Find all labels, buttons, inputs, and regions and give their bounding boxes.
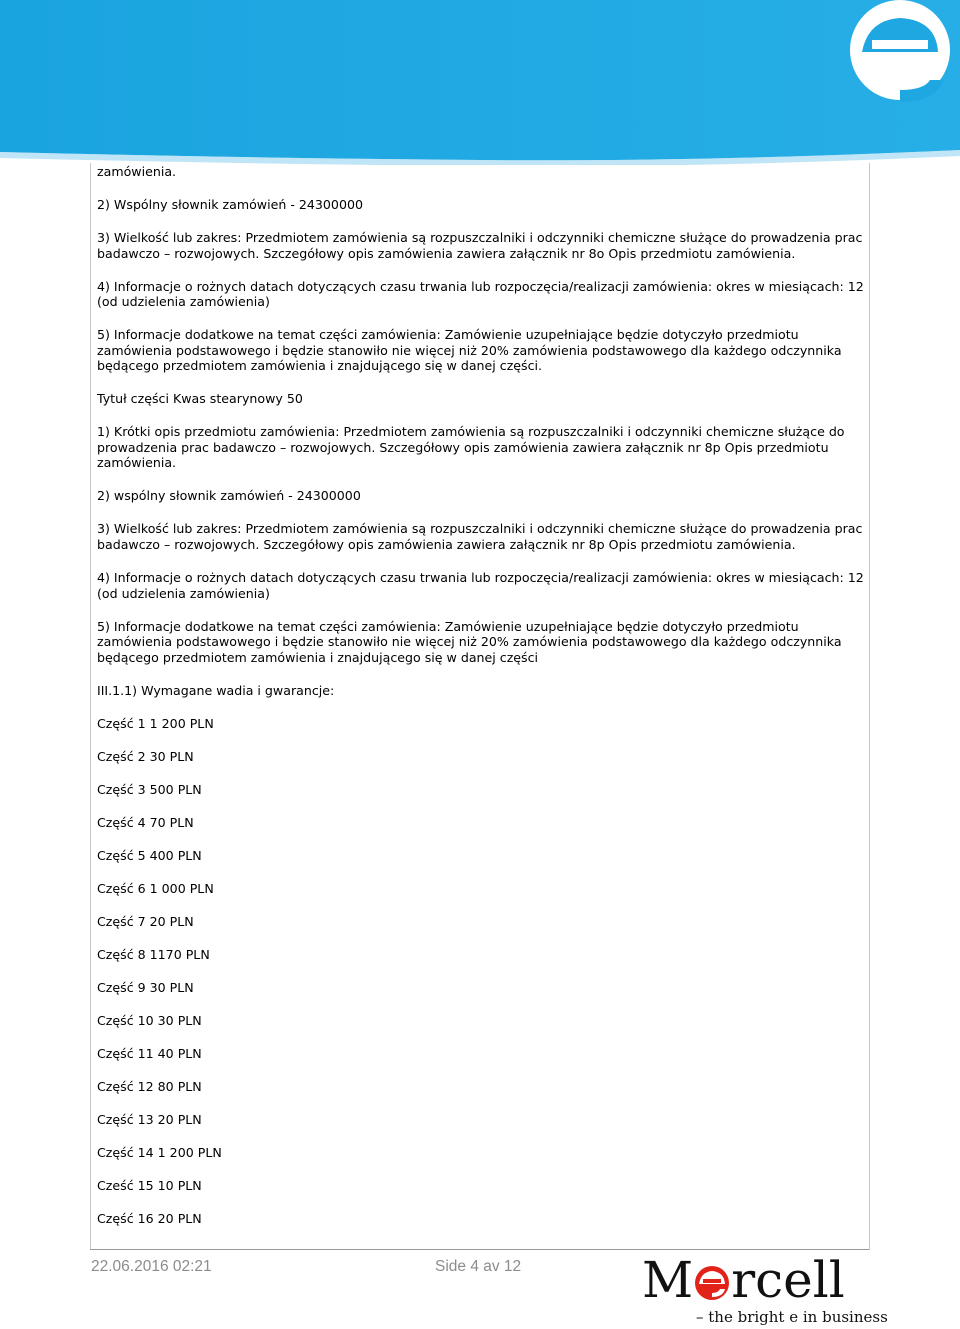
header-banner bbox=[0, 0, 960, 165]
paragraph: 5) Informacje dodatkowe na temat części zamówienia: Zamówienie uzupełniające będzie dotyczyło przedmiotu zamówienia podstawowego i będzie stanowiło nie więcej niż 20% zamówienia podstawowego dla każdego odczynnika będącego przedmiotem zamówienia i znajdującego się w danej części bbox=[97, 618, 842, 665]
deposit-item: Część 10 30 PLN bbox=[97, 1012, 202, 1028]
deposit-item: Część 8 1170 PLN bbox=[97, 946, 210, 962]
deposit-item: Część 5 400 PLN bbox=[97, 847, 202, 863]
deposit-item: Część 12 80 PLN bbox=[97, 1078, 202, 1094]
deposit-item: Część 7 20 PLN bbox=[97, 913, 194, 929]
deposit-item: Część 14 1 200 PLN bbox=[97, 1144, 222, 1160]
deposit-item: Część 9 30 PLN bbox=[97, 979, 194, 995]
footer-timestamp: 22.06.2016 02:21 bbox=[91, 1258, 212, 1275]
paragraph: zamówienia. bbox=[97, 164, 177, 179]
deposit-item: Część 3 500 PLN bbox=[97, 781, 202, 797]
deposit-item: Część 6 1 000 PLN bbox=[97, 880, 214, 896]
section-title: Tytuł części Kwas stearynowy 50 bbox=[97, 391, 303, 407]
deposit-item: Część 2 30 PLN bbox=[97, 748, 194, 764]
logo-wordmark-suffix: rcell bbox=[731, 1251, 845, 1309]
logo-e-icon bbox=[694, 1256, 730, 1292]
section-heading: III.1.1) Wymagane wadia i gwarancje: bbox=[97, 682, 335, 698]
logo-tagline: – the bright e in business bbox=[696, 1308, 888, 1326]
deposit-item: Część 1 1 200 PLN bbox=[97, 715, 214, 731]
document-body bbox=[97, 164, 865, 1244]
paragraph: 1) Krótki opis przedmiotu zamówienia: Przedmiotem zamówienia są rozpuszczalniki i odczynniki chemiczne służące do prowadzenia prac badawczo – rozwojowych. Szczegółowy opis zamówienia zawiera załącznik nr 8p Opis przedmiotu zamówienia. bbox=[97, 424, 845, 471]
paragraph: 5) Informacje dodatkowe na temat części zamówienia: Zamówienie uzupełniające będzie dotyczyło przedmiotu zamówienia podstawowego i będzie stanowiło nie więcej niż 20% zamówienia podstawowego dla każdego odczynnika będącego przedmiotem zamówienia i znajdującego się w danej części. bbox=[97, 327, 842, 374]
footer-page-number: Side 4 av 12 bbox=[435, 1258, 522, 1275]
footer-divider bbox=[90, 1249, 869, 1250]
paragraph: 3) Wielkość lub zakres: Przedmiotem zamówienia są rozpuszczalniki i odczynniki chemiczne służące do prowadzenia prac badawczo – rozwojowych. Szczegółowy opis zamówienia zawiera załącznik nr 8o Opis przedmiotu zamówienia. bbox=[97, 229, 863, 261]
deposit-item: Część 4 70 PLN bbox=[97, 814, 194, 830]
deposit-item: Część 16 20 PLN bbox=[97, 1210, 202, 1226]
marcell-logo bbox=[642, 1251, 888, 1329]
deposit-item: Część 11 40 PLN bbox=[97, 1045, 202, 1061]
paragraph: 4) Informacje o rożnych datach dotyczących czasu trwania lub rozpoczęcia/realizacji zamówienia: okres w miesiącach: 12 (od udzielenia zamówienia) bbox=[97, 278, 864, 310]
paragraph: 2) Wspólny słownik zamówień - 24300000 bbox=[97, 196, 363, 212]
header-blue-band bbox=[0, 0, 960, 160]
paragraph: 4) Informacje o rożnych datach dotyczących czasu trwania lub rozpoczęcia/realizacji zamówienia: okres w miesiącach: 12 (od udzielenia zamówienia) bbox=[97, 570, 864, 601]
paragraph: 3) Wielkość lub zakres: Przedmiotem zamówienia są rozpuszczalniki i odczynniki chemiczne służące do prowadzenia prac badawczo – rozwojowych. Szczegółowy opis zamówienia zawiera załącznik nr 8p Opis przedmiotu zamówienia. bbox=[97, 521, 863, 553]
deposit-item: Część 13 20 PLN bbox=[97, 1111, 202, 1127]
paragraph: 2) wspólny słownik zamówień - 24300000 bbox=[97, 488, 361, 504]
logo-wordmark-prefix: M bbox=[642, 1251, 694, 1309]
logo-wordmark bbox=[642, 1252, 845, 1308]
deposit-item: Cześć 15 10 PLN bbox=[97, 1177, 202, 1193]
